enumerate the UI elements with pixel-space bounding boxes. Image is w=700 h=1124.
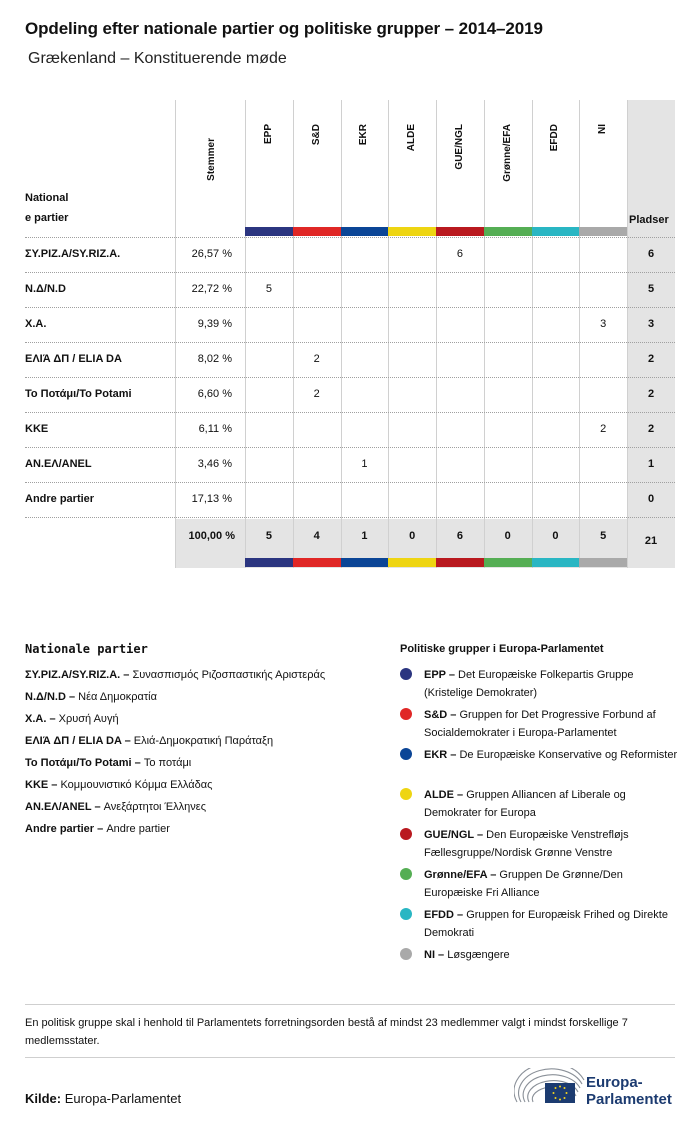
grand-total-seats: 21 bbox=[644, 535, 658, 547]
group-legend-name: Løsgængere bbox=[447, 949, 510, 961]
column-divider bbox=[388, 100, 389, 568]
row-divider bbox=[25, 482, 675, 483]
national-legend-item bbox=[25, 779, 212, 791]
group-total: 4 bbox=[313, 530, 320, 542]
group-legend-item bbox=[400, 906, 675, 942]
total-vote-share: 100,00 % bbox=[188, 530, 235, 542]
group-color-bar bbox=[532, 558, 580, 567]
national-legend-code: ΣΥ.ΡΙΖ.Α/SY.RIZ.A. – bbox=[25, 669, 133, 681]
national-legend-name: Νέα Δημοκρατία bbox=[78, 691, 157, 703]
header-votes: Stemmer bbox=[206, 138, 217, 181]
party-label: KKE bbox=[25, 423, 49, 435]
group-color-dot bbox=[400, 748, 412, 760]
group-legend-name: Den Europæiske Venstrefløjs Fællesgruppe/Nordisk Grønne Venstre bbox=[424, 829, 629, 859]
group-legend-item bbox=[400, 786, 675, 822]
group-color-bar bbox=[436, 227, 484, 236]
vote-share: 26,57 % bbox=[191, 248, 232, 260]
row-divider bbox=[25, 412, 675, 413]
total-seats: 6 bbox=[647, 248, 655, 260]
vote-share: 22,72 % bbox=[191, 283, 232, 295]
party-label: Andre partier bbox=[25, 493, 95, 505]
national-legend-name: Ανεξάρτητοι Έλληνες bbox=[103, 801, 207, 813]
vote-share: 6,60 % bbox=[197, 388, 232, 400]
logo-line2: Parlamentet bbox=[586, 1091, 672, 1108]
national-legend-code: Το Ποτάμι/To Potami – bbox=[25, 757, 144, 769]
header-seats: Pladser bbox=[629, 214, 669, 226]
column-divider bbox=[436, 100, 437, 568]
group-legend-item bbox=[400, 746, 678, 782]
group-legend-text bbox=[424, 706, 679, 742]
total-seats: 1 bbox=[647, 458, 655, 470]
group-legend-item bbox=[400, 706, 675, 742]
header-national-parties bbox=[25, 188, 68, 228]
source-label: Kilde: bbox=[25, 1091, 62, 1106]
national-legend-item bbox=[25, 735, 273, 747]
source bbox=[25, 1091, 181, 1106]
group-color-bar bbox=[293, 227, 341, 236]
group-total: 0 bbox=[552, 530, 559, 542]
header-group-ni: NI bbox=[597, 124, 609, 134]
seat-count: 3 bbox=[600, 318, 607, 330]
group-legend-code: GUE/NGL – bbox=[424, 829, 487, 841]
source-text: Europa-Parlamentet bbox=[64, 1091, 182, 1106]
group-legend-text bbox=[424, 786, 679, 822]
national-legend-name: Andre partier bbox=[106, 823, 170, 835]
header-group-alde: ALDE bbox=[406, 124, 418, 152]
total-seats: 2 bbox=[647, 423, 655, 435]
party-label: ΕΛΙΆ ΔΠ / ELIA DA bbox=[25, 353, 122, 365]
group-legend-code: EPP – bbox=[424, 669, 459, 681]
page-subtitle: Grækenland – Konstituerende møde bbox=[28, 50, 287, 67]
group-color-dot bbox=[400, 668, 412, 680]
column-divider bbox=[293, 100, 294, 568]
vote-share: 17,13 % bbox=[191, 493, 232, 505]
vote-share: 9,39 % bbox=[197, 318, 232, 330]
group-legend-code: EFDD – bbox=[424, 909, 467, 921]
seat-count: 6 bbox=[456, 248, 463, 260]
seat-count: 5 bbox=[265, 283, 272, 295]
footnote: En politisk gruppe skal i henhold til Parlamentets forretningsorden bestå af mindst 23 medlemmer valgt i mindst forskellige 7 medlemsstater. bbox=[25, 1017, 628, 1047]
seat-count: 2 bbox=[313, 388, 320, 400]
total-seats: 5 bbox=[647, 283, 655, 295]
header-group-gue-ngl: GUE/NGL bbox=[453, 124, 465, 170]
national-legend-code: Ν.Δ/N.D – bbox=[25, 691, 79, 703]
group-color-dot bbox=[400, 788, 412, 800]
group-legend-text bbox=[424, 666, 679, 702]
national-legend-code: KKE – bbox=[25, 779, 61, 791]
total-seats: 2 bbox=[647, 353, 655, 365]
group-color-bar bbox=[293, 558, 341, 567]
header-national-line2: e partier bbox=[25, 212, 69, 224]
national-legend-item bbox=[25, 713, 119, 725]
national-legend-code: Andre partier – bbox=[25, 823, 107, 835]
group-legend-text bbox=[424, 946, 679, 964]
national-legend-title: Nationale partier bbox=[25, 642, 148, 656]
group-color-dot bbox=[400, 948, 412, 960]
group-color-bar bbox=[436, 558, 484, 567]
header-group-s-d: S&D bbox=[310, 124, 322, 146]
national-legend-item bbox=[25, 801, 206, 813]
group-color-dot bbox=[400, 828, 412, 840]
groups-legend-title: Politiske grupper i Europa-Parlamentet bbox=[400, 643, 604, 655]
group-legend-text bbox=[424, 826, 679, 862]
group-legend-code: Grønne/EFA – bbox=[424, 869, 500, 881]
total-seats: 3 bbox=[647, 318, 655, 330]
group-legend-item bbox=[400, 666, 675, 702]
group-legend-name: Gruppen Alliancen af Liberale og Demokrater for Europa bbox=[424, 789, 626, 819]
group-legend-text bbox=[424, 746, 679, 764]
header-group-epp: EPP bbox=[262, 124, 274, 145]
column-divider bbox=[245, 100, 246, 568]
national-legend-item bbox=[25, 669, 325, 681]
header-national-line1: National bbox=[25, 192, 69, 204]
group-legend-item bbox=[400, 946, 675, 982]
party-label: ΑΝ.ΕΛ/ANEL bbox=[25, 458, 92, 470]
group-color-dot bbox=[400, 908, 412, 920]
national-legend-item bbox=[25, 823, 170, 835]
header-group-efdd: EFDD bbox=[549, 124, 561, 152]
group-legend-code: ALDE – bbox=[424, 789, 467, 801]
group-legend-name: Gruppen for Det Progressive Forbund af Socialdemokrater i Europa-Parlamentet bbox=[424, 709, 656, 739]
vote-share: 8,02 % bbox=[197, 353, 232, 365]
row-divider bbox=[25, 272, 675, 273]
group-color-bar bbox=[388, 227, 436, 236]
seat-count: 2 bbox=[313, 353, 320, 365]
group-legend-code: NI – bbox=[424, 949, 448, 961]
group-color-dot bbox=[400, 708, 412, 720]
column-divider bbox=[532, 100, 533, 568]
national-legend-name: Το ποτάμι bbox=[143, 757, 192, 769]
national-legend-item bbox=[25, 691, 157, 703]
row-divider bbox=[25, 447, 675, 448]
national-legend-name: Κομμουνιστικό Κόμμα Ελλάδας bbox=[60, 779, 213, 791]
national-legend-name: Ελιά-Δημοκρατική Παράταξη bbox=[133, 735, 274, 747]
group-legend-name: Det Europæiske Folkepartis Gruppe (Kristelige Demokrater) bbox=[424, 669, 634, 699]
row-divider bbox=[25, 307, 675, 308]
group-total: 6 bbox=[456, 530, 463, 542]
group-color-dot bbox=[400, 868, 412, 880]
column-divider bbox=[484, 100, 485, 568]
national-legend-item bbox=[25, 757, 191, 769]
national-legend-code: Χ.Α. – bbox=[25, 713, 59, 725]
group-color-bar bbox=[245, 227, 293, 236]
row-divider bbox=[25, 517, 675, 518]
row-divider bbox=[25, 342, 675, 343]
column-divider bbox=[341, 100, 342, 568]
group-total: 5 bbox=[265, 530, 272, 542]
group-total: 5 bbox=[600, 530, 607, 542]
group-color-bar bbox=[388, 558, 436, 567]
total-seats: 0 bbox=[647, 493, 655, 505]
national-legend-name: Συνασπισμός Ριζοσπαστικής Αριστεράς bbox=[132, 669, 326, 681]
national-legend-code: ΑΝ.ΕΛ/ANEL – bbox=[25, 801, 104, 813]
seat-count: 1 bbox=[361, 458, 368, 470]
group-color-bar bbox=[341, 558, 389, 567]
group-legend-code: EKR – bbox=[424, 749, 460, 761]
divider bbox=[25, 1004, 675, 1005]
party-label: Ν.Δ/N.D bbox=[25, 283, 66, 295]
group-total: 0 bbox=[504, 530, 511, 542]
header-group-ekr: EKR bbox=[358, 124, 370, 146]
logo-wordmark bbox=[586, 1074, 672, 1108]
group-color-bar bbox=[341, 227, 389, 236]
column-divider bbox=[579, 100, 580, 568]
group-legend-name: De Europæiske Konservative og Reformister bbox=[459, 749, 678, 761]
group-total: 1 bbox=[361, 530, 368, 542]
row-divider bbox=[25, 377, 675, 378]
group-legend-text bbox=[424, 906, 679, 942]
row-divider bbox=[25, 237, 675, 238]
group-legend-name: Gruppen De Grønne/Den Europæiske Fri Alliance bbox=[424, 869, 623, 899]
results-table bbox=[25, 100, 675, 568]
group-legend-item bbox=[400, 826, 675, 862]
group-color-bar bbox=[484, 227, 532, 236]
group-legend-name: Gruppen for Europæisk Frihed og Direkte Demokrati bbox=[424, 909, 668, 939]
group-color-bar bbox=[579, 558, 627, 567]
divider bbox=[25, 1057, 675, 1058]
party-label: ΣΥ.ΡΙΖ.Α/SY.RIZ.A. bbox=[25, 248, 121, 260]
group-color-bar bbox=[245, 558, 293, 567]
header-group-gr-nne-efa: Grønne/EFA bbox=[501, 124, 513, 182]
national-legend-code: ΕΛΙΆ ΔΠ / ELIA DA – bbox=[25, 735, 134, 747]
group-legend-text bbox=[424, 866, 679, 902]
party-label: Χ.Α. bbox=[25, 318, 47, 330]
page-title: Opdeling efter nationale partier og politiske grupper – 2014–2019 bbox=[25, 19, 543, 38]
group-total: 0 bbox=[409, 530, 416, 542]
group-color-bar bbox=[532, 227, 580, 236]
group-legend-item bbox=[400, 866, 675, 902]
total-seats: 2 bbox=[647, 388, 655, 400]
party-label: Το Ποτάμι/To Potami bbox=[25, 388, 132, 400]
group-color-bar bbox=[579, 227, 627, 236]
group-color-bar bbox=[484, 558, 532, 567]
vote-share: 6,11 % bbox=[198, 423, 232, 435]
seat-count: 2 bbox=[600, 423, 607, 435]
group-legend-code: S&D – bbox=[424, 709, 460, 721]
logo-line1: Europa- bbox=[586, 1074, 643, 1091]
national-legend-name: Χρυσή Αυγή bbox=[58, 713, 119, 725]
vote-share: 3,46 % bbox=[197, 458, 232, 470]
